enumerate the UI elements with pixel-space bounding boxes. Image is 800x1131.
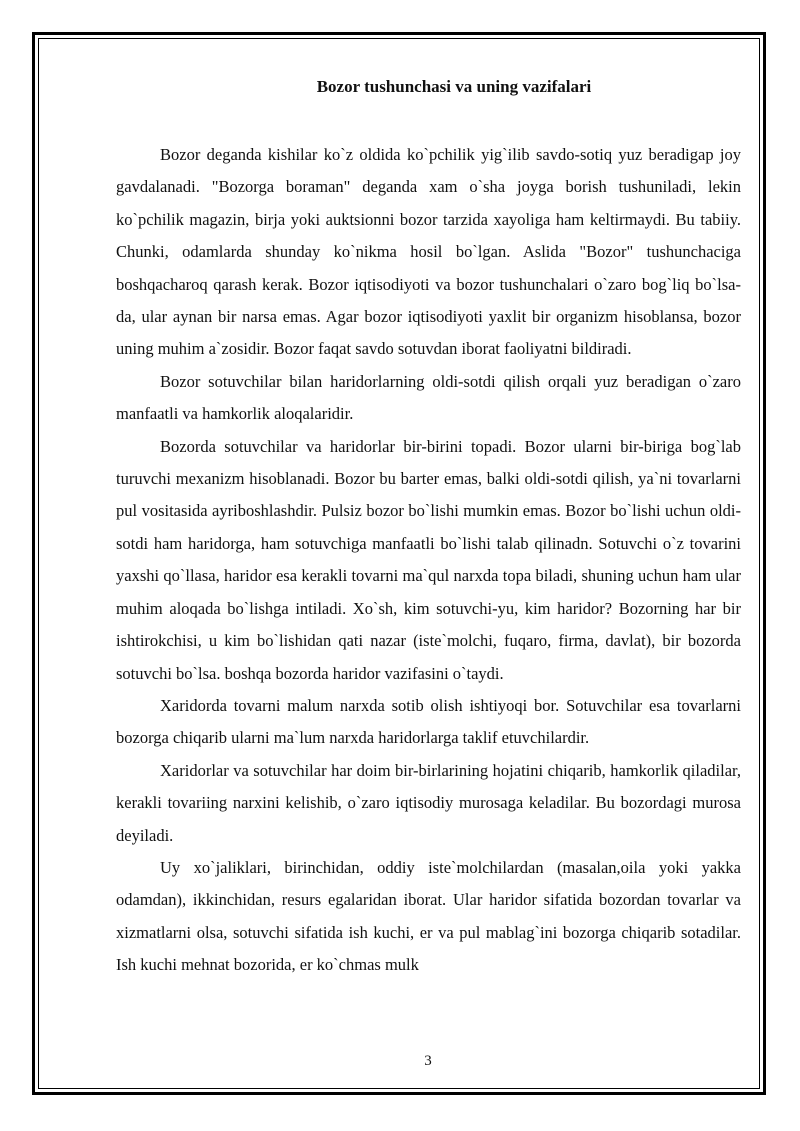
- paragraph-2: Bozor sotuvchilar bilan haridorlarning oldi-sotdi qilish orqali yuz beradigan o`zaro manfaatli va hamkorlik aloqalaridir.: [116, 371, 741, 424]
- document-title: Bozor tushunchasi va uning vazifalari: [316, 77, 592, 96]
- document-body: [116, 139, 741, 982]
- paragraph-3: Bozorda sotuvchilar va haridorlar bir-birini topadi. Bozor ularni bir-biriga bog`lab turuvchi mexanizm hisoblanadi. Bozor bu barter emas, balki oldi-sotdi qilish, ya`ni tovarlarni pul vositasida ayriboshlashdir. Pulsiz bozor bo`lishi mumkin emas. Bozor bo`lishi uchun oldi-sotdi ham haridorga, ham sotuvchiga manfaatli bo`lishi talab qilinadn. Sotuvchi o`z tovarini yaxshi qo`llasa, haridor esa kerakli tovarni ma`qul narxda topa biladi, shuning uchun ham ular muhim aloqada bo`lishga intiladi. Xo`sh, kim sotuvchi-yu, kim haridor? Bozorning har bir ishtirokchisi, u kim bo`lishidan qati nazar (iste`molchi, fuqaro, firma, davlat), bir bozorda sotuvchi bo`lsa. boshqa bozorda haridor vazifasini o`taydi.: [116, 436, 741, 683]
- paragraph-5: Xaridorlar va sotuvchilar har doim bir-birlarining hojatini chiqarib, hamkorlik qiladilar, kerakli tovariing narxini kelishib, o`zaro iqtisodiy murosaga keladilar. Bu bozordagi murosa deyiladi.: [116, 760, 741, 845]
- paragraph-1: Bozor deganda kishilar ko`z oldida ko`pchilik yig`ilib savdo-sotiq yuz beradigap joy gavdalanadi. "Bozorga boraman" deganda xam o`sha joyga borish tushuniladi, lekin ko`pchilik magazin, birja yoki auktsionni bozor tarzida xayoliga ham keltirmaydi. Bu tabiiy. Chunki, odamlarda shunday ko`nikma hosil bo`lgan. Aslida "Bozor" tushunchaciga boshqacharoq qarash kerak. Bozor iqtisodiyoti va bozor tushunchalari o`zaro bog`liq bo`lsa-da, ular aynan bir narsa emas. Agar bozor iqtisodiyoti yaxlit bir organizm hisoblansa, bozor uning muhim a`zosidir. Bozor faqat savdo sotuvdan iborat faoliyatni bildiradi.: [116, 145, 741, 359]
- page-number: 3: [424, 1053, 432, 1069]
- paragraph-6: Uy xo`jaliklari, birinchidan, oddiy iste`molchilardan (masalan,oila yoki yakka odamdan), ikkinchidan, resurs egalaridan iborat. Ular haridor sifatida bozordan tovarlar va xizmatlarni olsa, sotuvchi sifatida ish kuchi, er va pul mablag`ini bozorga chiqarib sotadilar. Ish kuchi mehnat bozorida, er ko`chmas mulk: [116, 857, 741, 975]
- paragraph-4: Xaridorda tovarni malum narxda sotib olish ishtiyoqi bor. Sotuvchilar esa tovarlarni bozorga chiqarib ularni ma`lum narxda haridorlarga taklif etuvchilardir.: [116, 695, 741, 748]
